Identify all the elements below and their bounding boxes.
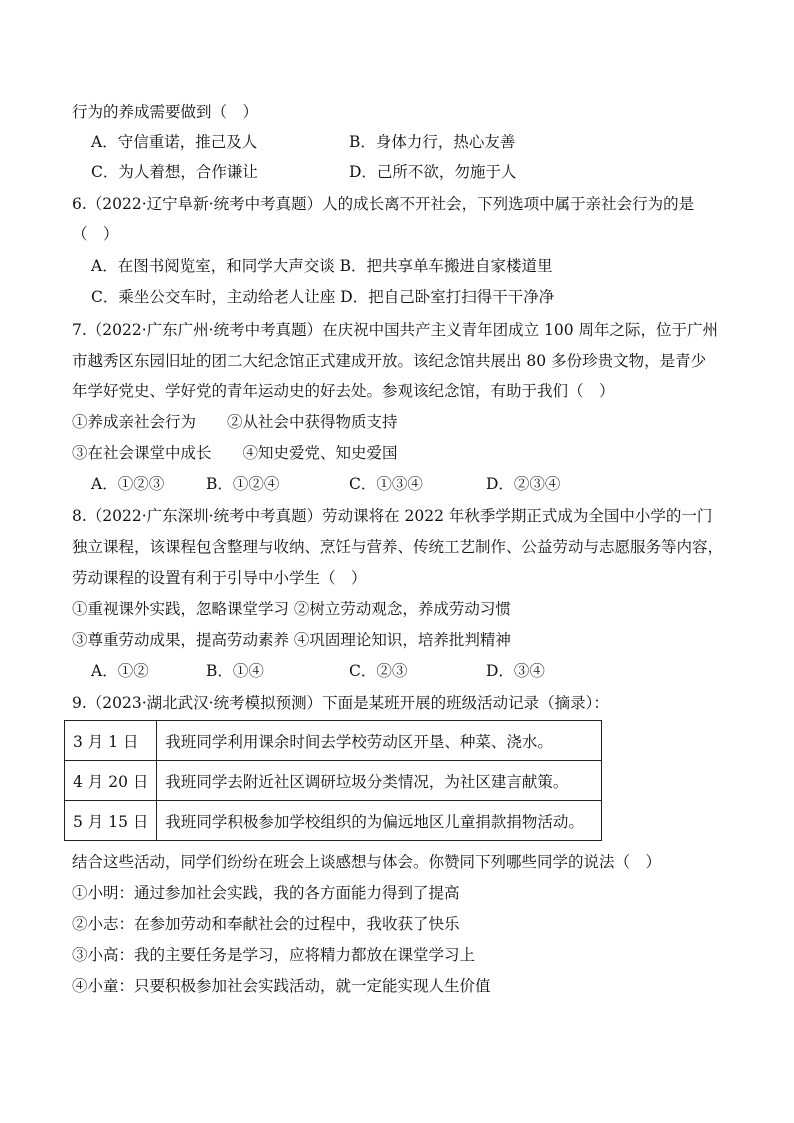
option-b: B．①④	[206, 662, 264, 680]
question-9-item-2: ②小志：在参加劳动和奉献社会的过程中，我收获了快乐	[72, 915, 460, 933]
option-a: A．守信重诺，推己及人	[91, 133, 258, 151]
question-5-stem-tail: 行为的养成需要做到（ ）	[72, 103, 259, 121]
question-5-options-row2	[72, 162, 732, 182]
question-6-options-row2: C．乘坐公交车时，主动给老人让座 D．把自己卧室打扫得干干净净	[91, 288, 555, 306]
question-9-item-1: ①小明：通过参加社会实践，我的各方面能力得到了提高	[72, 884, 460, 902]
question-8-items-row2: ③尊重劳动成果，提高劳动素养 ④巩固理论知识，培养批判精神	[72, 631, 511, 649]
question-8-stem-line1: 8.（2022·广东深圳·统考中考真题）劳动课将在 2022 年秋季学期正式成为全国中小学的一门	[72, 507, 713, 525]
option-c: C．②③	[349, 662, 408, 680]
question-6-options-row1: A．在图书阅览室，和同学大声交谈 B．把共享单车搬进自家楼道里	[91, 257, 553, 275]
question-8-items-row1: ①重视课外实践，忽略课堂学习 ②树立劳动观念，养成劳动习惯	[72, 600, 511, 618]
question-7-items-row2: ③在社会课堂中成长 ④知史爱党、知史爱国	[72, 444, 398, 462]
table-cell-activity: 我班同学去附近社区调研垃圾分类情况，为社区建言献策。	[157, 761, 602, 801]
question-5-options-row1	[72, 132, 732, 152]
option-b: B．身体力行，热心友善	[349, 133, 516, 151]
table-cell-activity: 我班同学利用课余时间去学校劳动区开垦、种菜、浇水。	[157, 721, 602, 761]
table-cell-date: 3 月 1 日	[65, 721, 157, 761]
table-cell-date: 4 月 20 日	[65, 761, 157, 801]
question-8-options	[72, 661, 732, 681]
table-row	[65, 761, 602, 801]
activity-record-table	[64, 720, 602, 841]
question-7-stem-line2: 市越秀区东园旧址的团二大纪念馆正式建成开放。该纪念馆共展出 80 多份珍贵文物，是青少	[72, 352, 707, 370]
option-c: C．为人着想，合作谦让	[91, 163, 258, 181]
question-9-stem: 9.（2023·湖北武汉·统考模拟预测）下面是某班开展的班级活动记录（摘录）：	[72, 694, 609, 712]
question-7-options	[72, 474, 732, 494]
question-8-stem-line3: 劳动课程的设置有利于引导中小学生（ ）	[72, 569, 367, 587]
question-7-stem-line1: 7.（2022·广东广州·统考中考真题）在庆祝中国共产主义青年团成立 100 周年之际，位于广州	[72, 321, 719, 339]
table-row	[65, 801, 602, 841]
question-6-answer-bracket: （ ）	[72, 225, 119, 243]
question-7-stem-line3: 年学好党史、学好党的青年运动史的好去处。参观该纪念馆，有助于我们（ ）	[72, 382, 615, 400]
option-b: B．①②④	[206, 475, 280, 493]
table-row	[65, 721, 602, 761]
question-6-stem: 6.（2022·辽宁阜新·统考中考真题）人的成长离不开社会，下列选项中属于亲社会行为的是	[72, 195, 695, 213]
option-c: C．①③④	[349, 475, 423, 493]
question-8-stem-line2: 独立课程，该课程包含整理与收纳、烹饪与营养、传统工艺制作、公益劳动与志愿服务等内容，	[72, 538, 724, 556]
question-9-prompt: 结合这些活动，同学们纷纷在班会上谈感想与体会。你赞同下列哪些同学的说法（ ）	[72, 853, 662, 871]
question-9-item-3: ③小高：我的主要任务是学习，应将精力都放在课堂学习上	[72, 946, 476, 964]
question-9-item-4: ④小童：只要积极参加社会实践活动，就一定能实现人生价值	[72, 977, 491, 995]
question-7-items-row1: ①养成亲社会行为 ②从社会中获得物质支持	[72, 413, 398, 431]
option-a: A．①②	[91, 662, 149, 680]
option-d: D．②③④	[486, 475, 561, 493]
option-d: D．己所不欲，勿施于人	[349, 163, 517, 181]
option-d: D．③④	[486, 662, 545, 680]
table-cell-activity: 我班同学积极参加学校组织的为偏远地区儿童捐款捐物活动。	[157, 801, 602, 841]
table-cell-date: 5 月 15 日	[65, 801, 157, 841]
option-a: A．①②③	[91, 475, 165, 493]
